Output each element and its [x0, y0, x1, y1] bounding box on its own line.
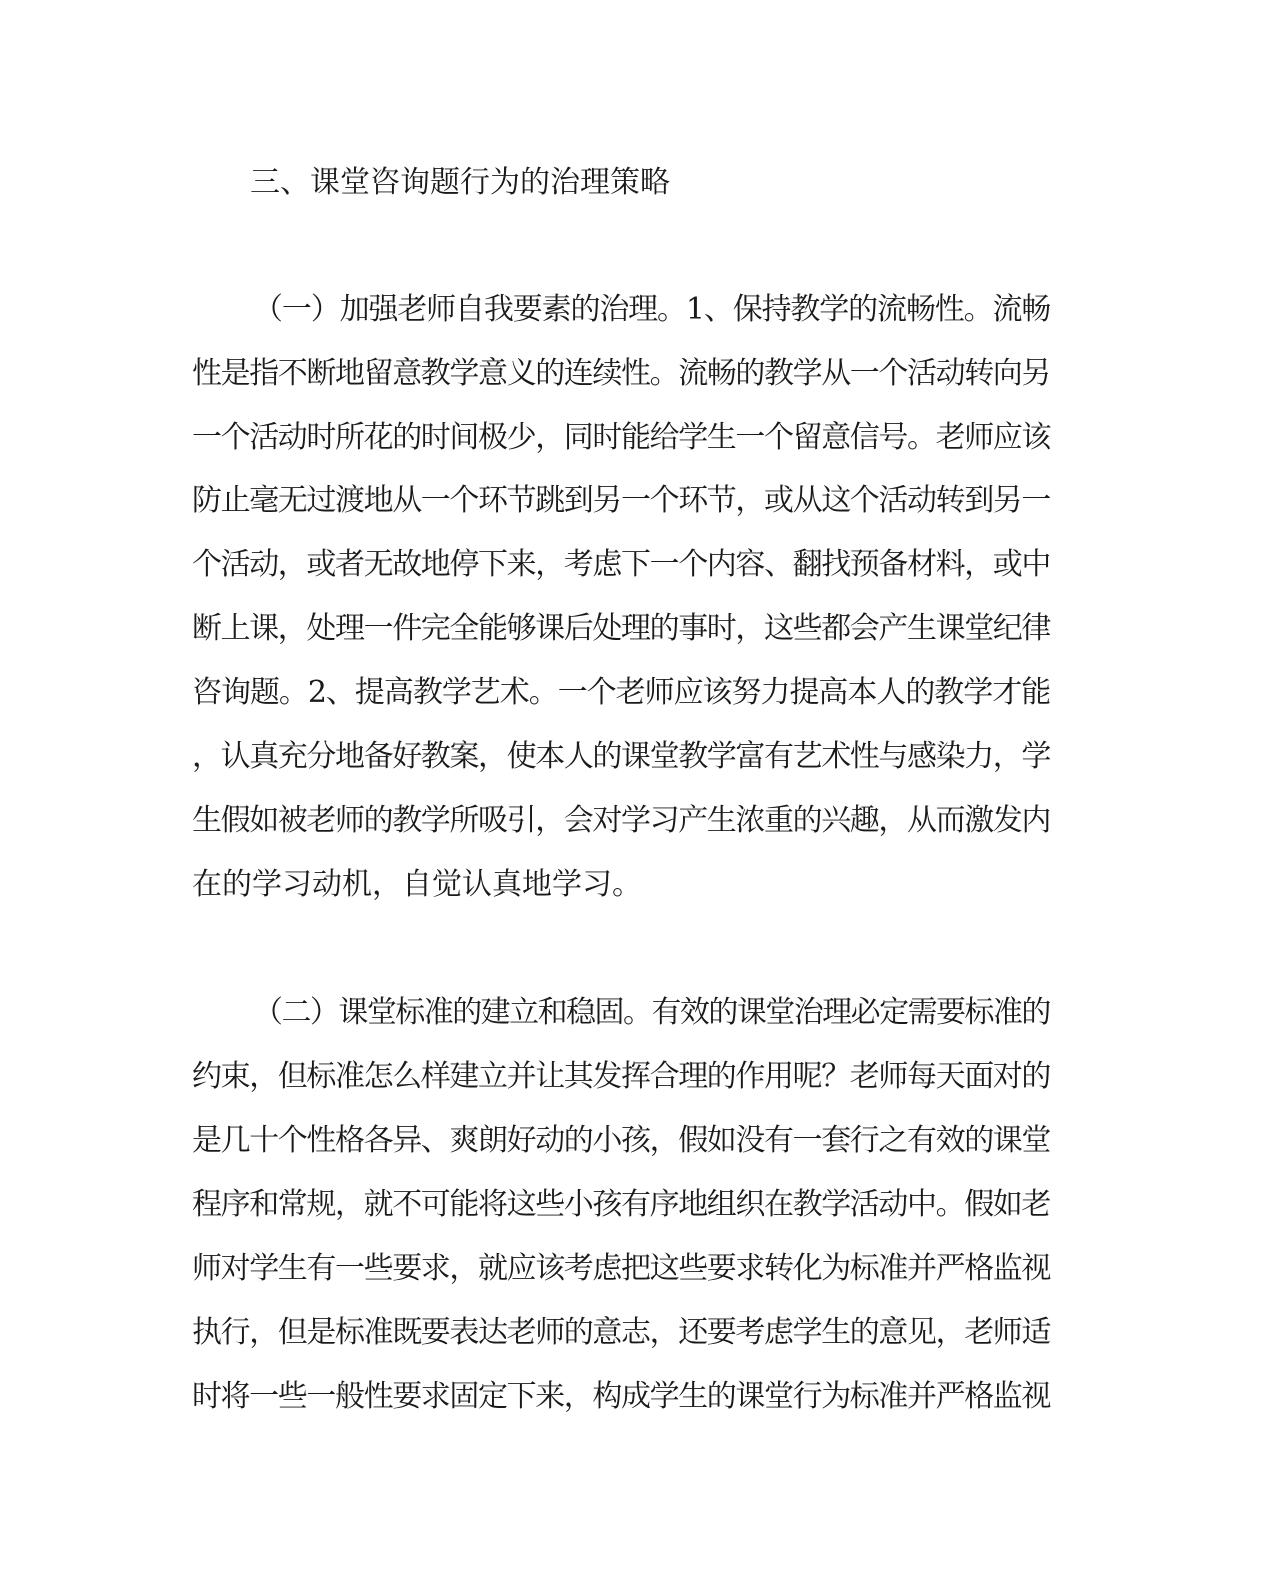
paragraph-line: 程序和常规，就不可能将这些小孩有序地组织在教学活动中。假如老: [192, 1187, 1050, 1222]
section-heading: 三、课堂咨询题行为的治理策略: [250, 165, 670, 200]
paragraph-line: 执行，但是标准既要表达老师的意志，还要考虑学生的意见，老师适: [192, 1315, 1050, 1350]
paragraph-line: 咨询题。2、提高教学艺术。一个老师应该努力提高本人的教学才能: [192, 675, 1051, 710]
paragraph-line: 时将一些一般性要求固定下来，构成学生的课堂行为标准并严格监视: [192, 1379, 1050, 1414]
paragraph-line: 是几十个性格各异、爽朗好动的小孩，假如没有一套行之有效的课堂: [192, 1123, 1050, 1158]
paragraph-line: 约束，但标准怎么样建立并让其发挥合理的作用呢？老师每天面对的: [192, 1059, 1050, 1094]
paragraph-line: 个活动，或者无故地停下来，考虑下一个内容、翻找预备材料，或中: [192, 547, 1050, 582]
paragraph-line: 生假如被老师的教学所吸引，会对学习产生浓重的兴趣，从而激发内: [192, 803, 1050, 838]
paragraph-line: ，认真充分地备好教案，使本人的课堂教学富有艺术性与感染力，学: [192, 739, 1050, 774]
paragraph-line: 防止毫无过渡地从一个环节跳到另一个环节，或从这个活动转到另一: [192, 483, 1050, 518]
paragraph-line: 在的学习动机，自觉认真地学习。: [192, 867, 642, 902]
paragraph-line: 性是指不断地留意教学意义的连续性。流畅的教学从一个活动转向另: [192, 356, 1050, 391]
paragraph-line: 一个活动时所花的时间极少，同时能给学生一个留意信号。老师应该: [192, 420, 1050, 455]
paragraph-line: 断上课，处理一件完全能够课后处理的事时，这些都会产生课堂纪律: [192, 611, 1050, 646]
paragraph-line: （二）课堂标准的建立和稳固。有效的课堂治理必定需要标准的: [253, 995, 1050, 1030]
paragraph-line: 师对学生有一些要求，就应该考虑把这些要求转化为标准并严格监视: [192, 1251, 1050, 1286]
paragraph-line: （一）加强老师自我要素的治理。1、保持教学的流畅性。流畅: [253, 292, 1051, 327]
